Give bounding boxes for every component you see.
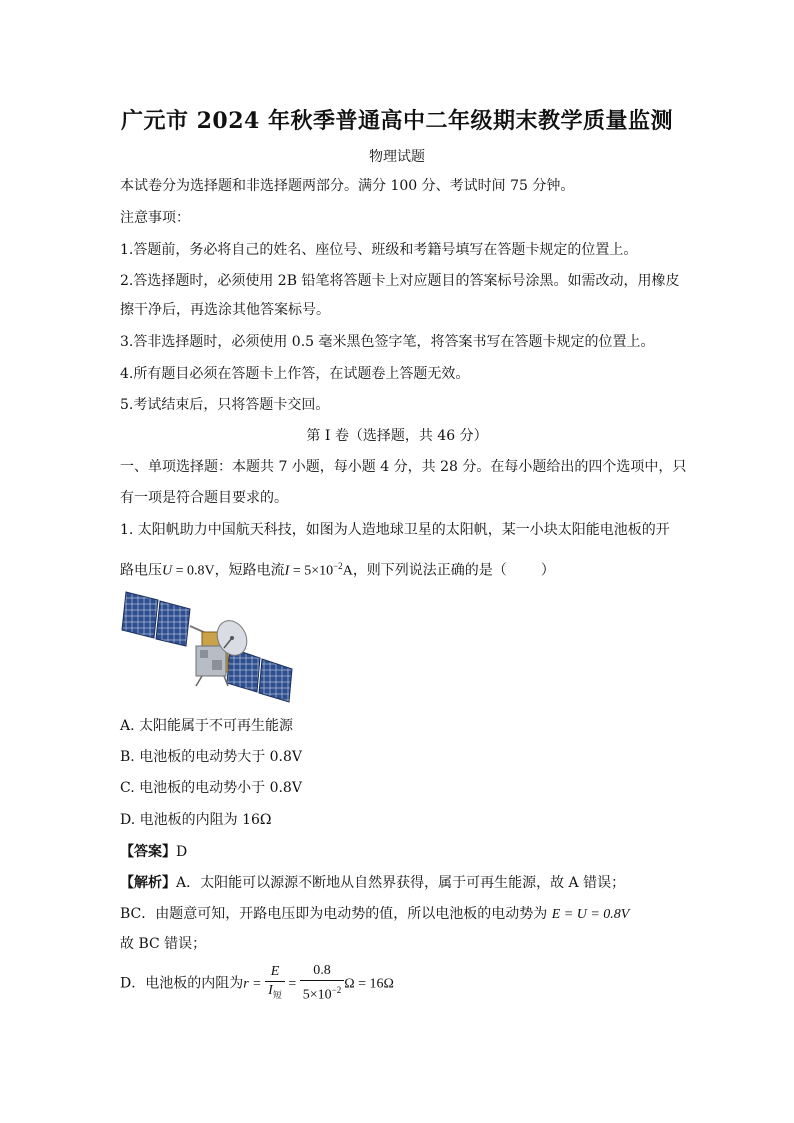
voltage-symbol: U <box>162 563 173 579</box>
explanation-text: A．太阳能可以源源不断地从自然界获得，属于可再生能源，故 A 错误； <box>176 875 626 891</box>
notice-item: 5.考试结束后，只将答题卡交回。 <box>120 397 330 413</box>
stem-text: ，短路电流 <box>214 562 285 579</box>
question-1-stem-cont <box>120 556 680 582</box>
fraction-numerator: 0.8 <box>300 962 344 981</box>
explanation-d: D．电池板的内阻为r = $\frac{E}{I_短}$ = $\frac{0.8}{5\times 10^{-2}}$ Ω = 16Ω <box>120 963 394 1003</box>
notice-item: 擦干净后，再选涂其他答案标号。 <box>120 302 330 318</box>
explanation-bc-cont: 故 BC 错误； <box>120 936 207 952</box>
fraction-denominator: 5×10 <box>302 987 332 1003</box>
stem-text: ） <box>540 562 555 579</box>
current-symbol: I <box>284 563 290 579</box>
question-1-stem: 1. 太阳帆助力中国航天科技，如图为人造地球卫星的太阳帆，某一小块太阳能电池板的开 <box>120 522 670 538</box>
option-d: D. 电池板的内阻为 16Ω <box>120 812 272 828</box>
explanation-bc <box>120 904 680 925</box>
explanation-text: BC．由题意可知，开路电压即为电动势的值，所以电池板的电动势为 <box>120 906 548 922</box>
answer-value: D <box>176 844 188 860</box>
fraction-denominator: I <box>268 982 273 998</box>
notice-item: 1.答题前，务必将自己的姓名、座位号、班级和考籍号填写在答题卡规定的位置上。 <box>120 242 638 258</box>
answer-label: 【答案】 <box>120 844 176 860</box>
voltage-value: = 0.8V <box>172 563 215 579</box>
stem-text: ，则下列说法正确的是（ <box>352 562 507 579</box>
page-title: 广元市 2024 年秋季普通高中二年级期末教学质量监测 <box>120 108 674 134</box>
option-c: C. 电池板的电动势小于 0.8V <box>120 780 302 796</box>
notice-item: 4.所有题目必须在答题卡上作答，在试题卷上答题无效。 <box>120 366 470 382</box>
stem-text: 路电压 <box>120 562 162 579</box>
part-title: 第 I 卷（选择题，共 46 分） <box>306 428 488 444</box>
option-a: A. 太阳能属于不可再生能源 <box>120 718 294 734</box>
explanation-label: 【解析】 <box>120 875 176 891</box>
current-value: = 5×10 <box>289 563 334 579</box>
resistance-result: Ω = 16Ω <box>344 976 394 992</box>
explanation-a <box>120 873 680 893</box>
option-b: B. 电池板的电动势大于 0.8V <box>120 749 303 765</box>
fraction-numerator: E <box>265 963 285 982</box>
answer-line <box>120 842 680 862</box>
subscript-short: 短 <box>272 989 282 1000</box>
notice-item: 2.答选择题时，必须使用 2B 铅笔将答题卡上对应题目的答案标号涂黑。如需改动，用橡皮 <box>120 273 680 289</box>
satellite-image <box>120 586 295 706</box>
current-unit: A <box>342 563 353 579</box>
notice-heading: 注意事项： <box>120 210 190 226</box>
fraction-e-over-i <box>265 963 285 1004</box>
resistance-symbol: r = <box>243 976 266 992</box>
notice-item: 3.答非选择题时，必须使用 0.5 毫米黑色签字笔，将答案书写在答题卡规定的位置上。 <box>120 334 655 350</box>
explanation-text: D．电池板的内阻为 <box>120 975 244 992</box>
intro-text: 本试卷分为选择题和非选择题两部分。满分 100 分、考试时间 75 分钟。 <box>120 178 575 194</box>
section-heading-cont: 有一项是符合题目要求的。 <box>120 490 288 506</box>
emf-equation: E = U = 0.8V <box>551 907 630 922</box>
fraction-exponent: −2 <box>331 985 342 995</box>
page-subtitle: 物理试题 <box>369 149 425 165</box>
section-heading: 一、单项选择题：本题共 7 小题，每小题 4 分，共 28 分。在每小题给出的四个选项中，只 <box>120 459 687 475</box>
fraction-value <box>300 962 344 1005</box>
current-exponent: −2 <box>333 561 343 571</box>
